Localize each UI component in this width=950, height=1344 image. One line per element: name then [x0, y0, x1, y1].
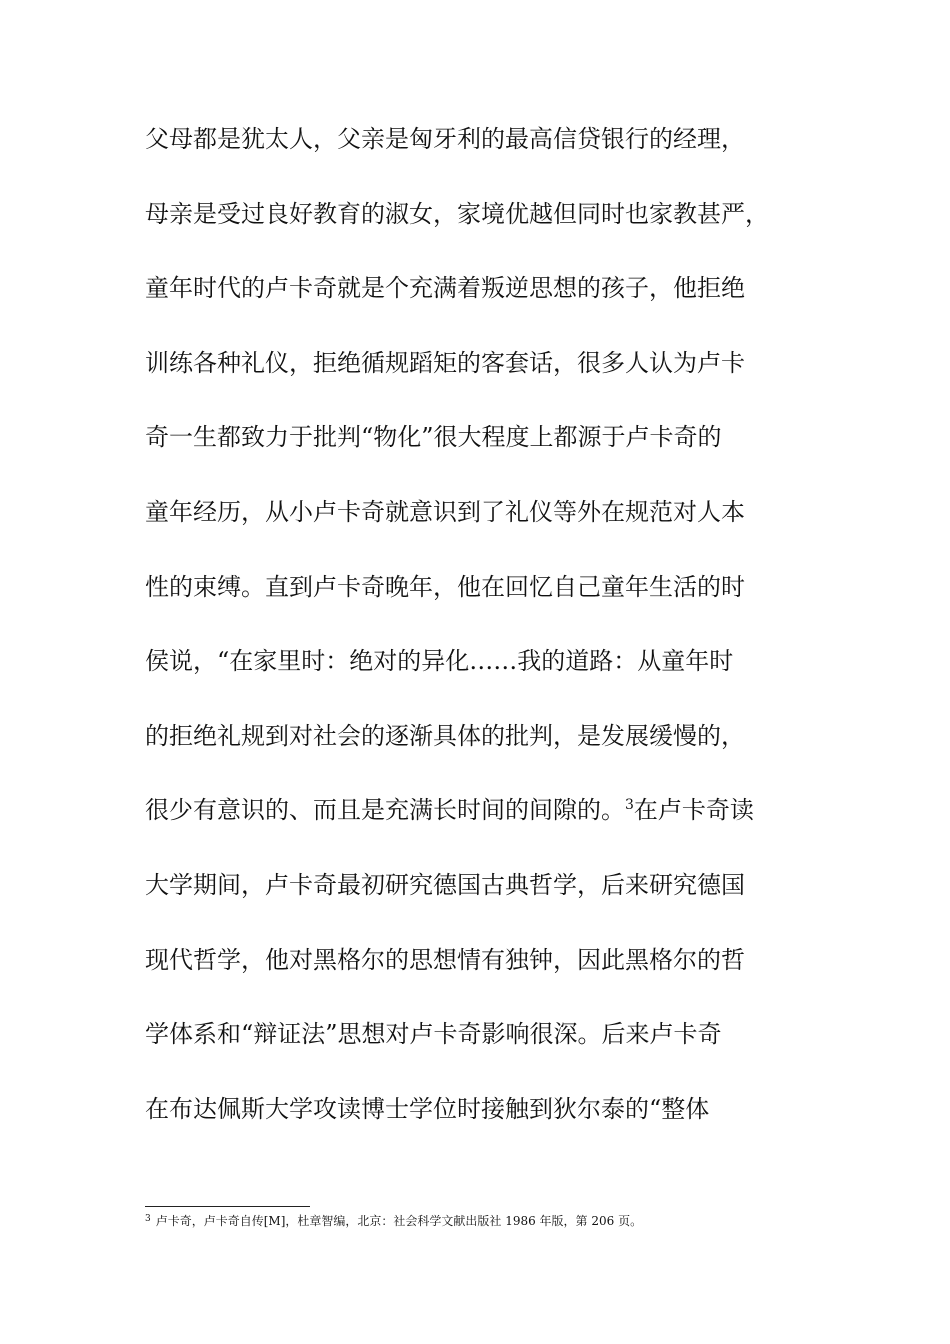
text-line: 母亲是受过良好教育的淑女，家境优越但同时也家教甚严， [145, 199, 769, 228]
text-line: 现代哲学，他对黑格尔的思想情有独钟，因此黑格尔的哲 [145, 945, 745, 974]
text-line: 奇一生都致力于批判“物化”很大程度上都源于卢卡奇的 [145, 423, 722, 452]
text-line: 学体系和“辩证法”思想对卢卡奇影响很深。后来卢卡奇 [145, 1020, 722, 1049]
footnote-text: 卢卡奇，卢卡奇自传[M]，杜章智编，北京：社会科学文献出版社 1986 年版，第 206 页。 [155, 1214, 643, 1228]
text-line: 童年经历，从小卢卡奇就意识到了礼仪等外在规范对人本 [145, 497, 745, 526]
footnote-reference[interactable]: 3 [625, 797, 634, 814]
body-text [145, 114, 825, 1158]
text-line: 的拒绝礼规到对社会的逐渐具体的批判，是发展缓慢的， [145, 721, 745, 750]
footnote [145, 1212, 845, 1230]
text-line: 在布达佩斯大学攻读博士学位时接触到狄尔泰的“整体 [145, 1094, 710, 1123]
text-line: 侯说，“在家里时：绝对的异化……我的道路：从童年时 [145, 647, 734, 676]
text-segment: 在卢卡奇读 [633, 796, 754, 825]
footnote-separator [145, 1206, 310, 1207]
text-line: 大学期间，卢卡奇最初研究德国古典哲学，后来研究德国 [145, 870, 745, 899]
text-line: 童年时代的卢卡奇就是个充满着叛逆思想的孩子，他拒绝 [145, 274, 745, 303]
text-line: 性的束缚。直到卢卡奇晚年，他在回忆自己童年生活的时 [145, 572, 745, 601]
text-line: 父母都是犹太人，父亲是匈牙利的最高信贷银行的经理， [145, 125, 745, 153]
text-line: 训练各种礼仪，拒绝循规蹈矩的客套话，很多人认为卢卡 [145, 348, 745, 377]
text-segment: 很少有意识的、而且是充满长时间的间隙的。 [145, 796, 625, 825]
footnote-mark: 3 [145, 1214, 151, 1224]
text-line-with-footnote-ref [145, 785, 825, 860]
